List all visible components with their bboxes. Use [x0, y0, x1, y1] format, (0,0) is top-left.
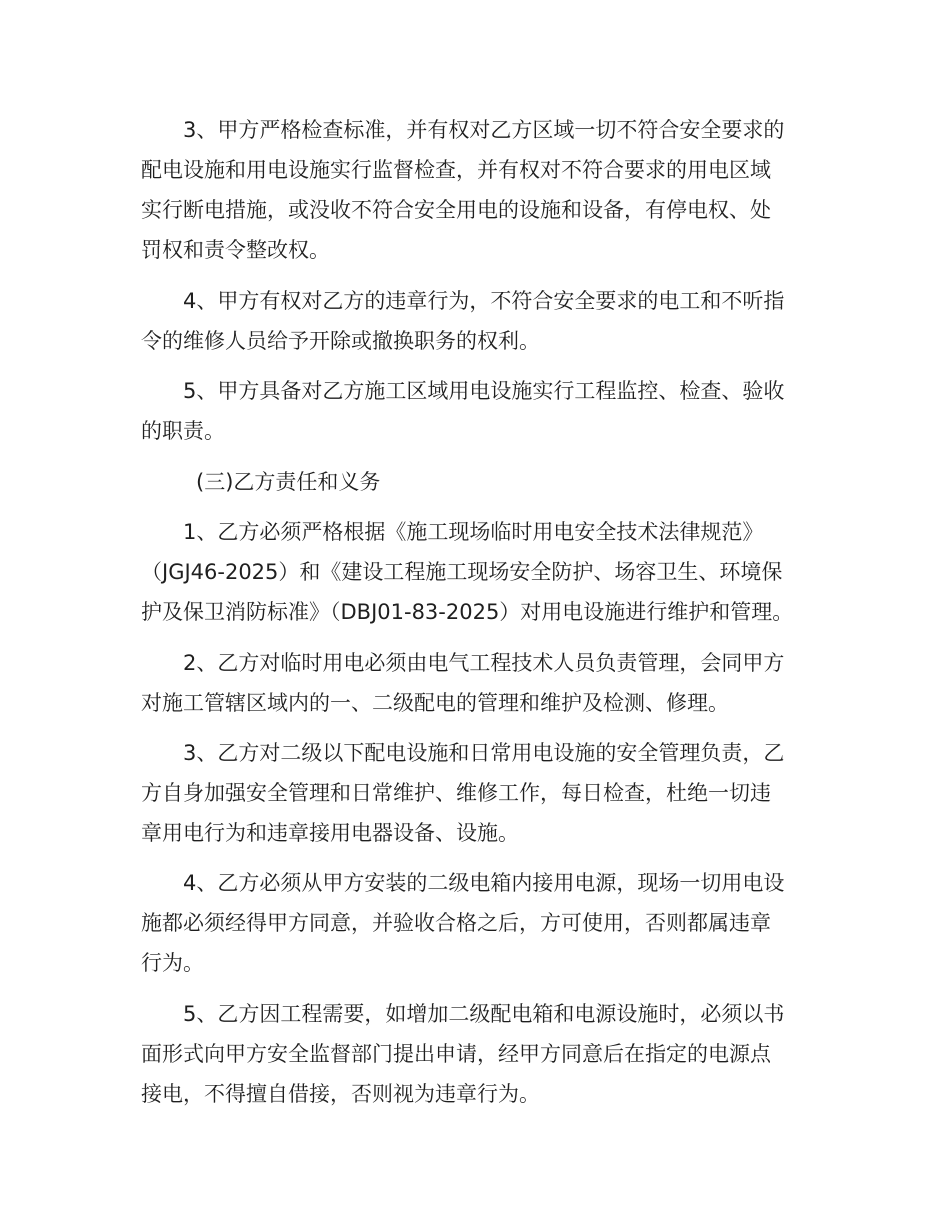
text-line: 3、甲方严格检查标准，并有权对乙方区域一切不符合安全要求的	[183, 118, 785, 142]
text-line: 4、乙方必须从甲方安装的二级电箱内接用电源，现场一切用电设	[183, 871, 785, 895]
text-line: 的职责。	[141, 419, 225, 443]
text-line: 1、乙方必须严格根据《施工现场临时用电安全技术法律规范》	[183, 520, 764, 544]
text-line: 5、乙方因工程需要，如增加二级配电箱和电源设施时，必须以书	[183, 1002, 785, 1026]
text-line: 对施工管辖区域内的一、二级配电的管理和维护及检测、修理。	[141, 691, 729, 715]
text-line: 章用电行为和违章接用电器设备、设施。	[141, 821, 519, 845]
text-line: 施都必须经得甲方同意，并验收合格之后，方可使用，否则都属违章	[141, 911, 771, 935]
text-line: 面形式向甲方安全监督部门提出申请，经甲方同意后在指定的电源点	[141, 1042, 771, 1066]
text-line: 实行断电措施，或没收不符合安全用电的设施和设备，有停电权、处	[141, 198, 771, 222]
text-line: 5、甲方具备对乙方施工区域用电设施实行工程监控、检查、验收	[183, 379, 785, 403]
text-line: 2、乙方对临时用电必须由电气工程技术人员负责管理，会同甲方	[183, 651, 785, 675]
text-line: 方自身加强安全管理和日常维护、维修工作，每日检查，杜绝一切违	[141, 781, 771, 805]
text-line: 配电设施和用电设施实行监督检查，并有权对不符合要求的用电区域	[141, 158, 771, 182]
text-line: 4、甲方有权对乙方的违章行为，不符合安全要求的电工和不听指	[183, 289, 785, 313]
text-line: 罚权和责令整改权。	[141, 238, 330, 262]
text-line: 令的维修人员给予开除或撤换职务的权利。	[141, 329, 540, 353]
text-line: （JGJ46-2025）和《建设工程施工现场安全防护、场容卫生、环境保	[141, 560, 783, 584]
text-line: 行为。	[141, 951, 204, 975]
text-line: 接电，不得擅自借接，否则视为违章行为。	[141, 1082, 540, 1106]
section-heading-text: (三)乙方责任和义务	[196, 470, 381, 494]
text-line: 3、乙方对二级以下配电设施和日常用电设施的安全管理负责，乙	[183, 741, 785, 765]
text-line: 护及保卫消防标准》（DBJ01-83-2025）对用电设施进行维护和管理。	[141, 600, 794, 624]
